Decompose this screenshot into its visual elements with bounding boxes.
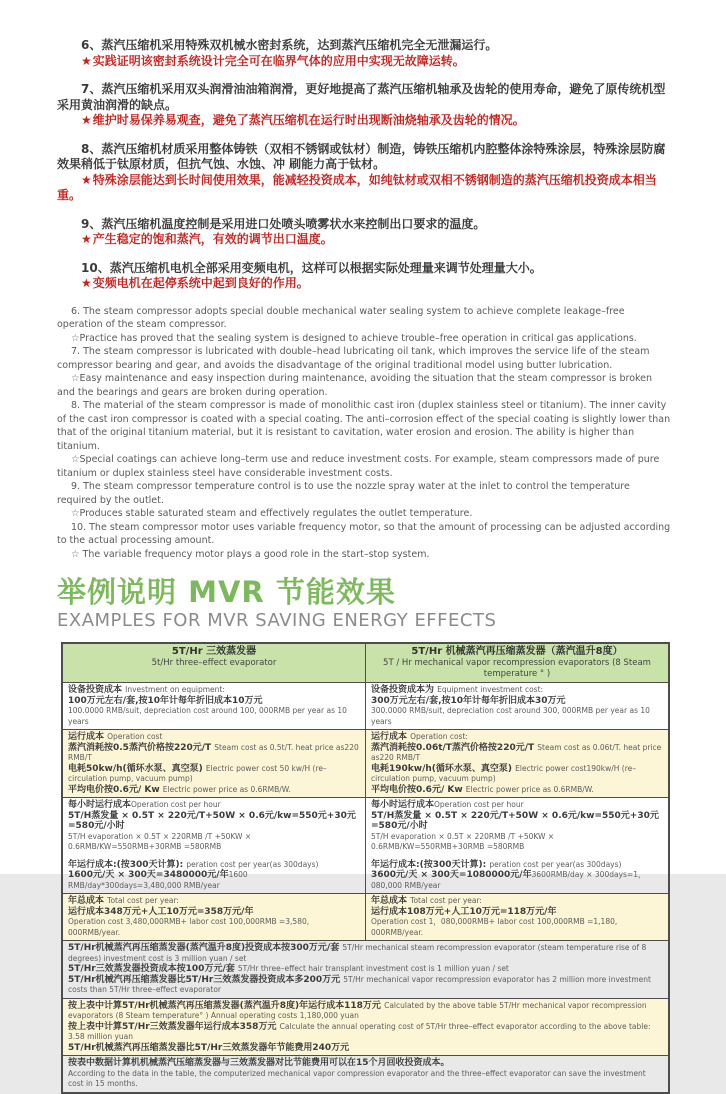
total-right-cell: [366, 894, 670, 941]
cn-item-10: [57, 261, 672, 292]
cn-item-note: [57, 232, 672, 248]
table-line: 5T/Hr机械蒸汽再压缩蒸发器(蒸汽温升8度)投资成本按300万元/套 5T/Hr mechanical steam recompression evaporator (steam temperature rise of 8 degrees) investment cost is 3 million yuan / set: [68, 943, 647, 963]
table-line: 运行成本 Operation cost:: [371, 732, 468, 742]
operation-right-cell: [366, 730, 670, 798]
hourly-left-hour-block: [68, 800, 360, 853]
table-line: 5T/Hr机械汽再压缩蒸发器比5T/Hr三效蒸发器投资成本多200万元 5T/Hr mechanical vapor recompression evaporator has 2 million more investment costs than 5T/Hr three–effect evaporator: [68, 974, 651, 994]
hourly-right-year-block: [371, 860, 663, 892]
table-line: 300.0000 RMB/suit, depreciation cost around 300, 000RMB per year as 10 years: [371, 706, 650, 726]
star-icon: ★: [81, 113, 92, 127]
cn-item-text: 8、蒸汽压缩机材质采用整体铸铁（双相不锈钢或钛材）制造，铸铁压缩机内腔整体涂特殊涂层，特殊涂层防腐效果稍低于钛原材质，但抗气蚀、水蚀、冲 刷能力高于钛材。: [57, 141, 666, 171]
header-left-cn: 5T/Hr 三效蒸发器: [171, 646, 257, 657]
table-line: Operation cost 3,480,000RMB+ labor cost 100,000RMB =3,580, 000RMB/year.: [68, 917, 310, 937]
table-header-row: [62, 643, 669, 683]
table-line: 3600元/天 × 300天=1080000元/年3600RMB/day × 300days=1，080,000 RMB/year: [371, 870, 646, 890]
star-icon: ★: [81, 276, 92, 290]
cn-item-note: [57, 173, 672, 204]
table-line: 按上表中计算5T/Hr三效蒸发器年运行成本358万元 Calculate the annual operating cost of 5T/Hr three–effect evaporator according to the above table: 3.58 million yuan: [68, 1021, 651, 1041]
cn-item-text: 10、蒸汽压缩机电机全部采用变频电机，这样可以根据实际处理量来调节处理量大小。: [81, 260, 542, 275]
table-line: 5T/Hr三效蒸发器投资成本按100万元/套 5T/Hr three–effect hair transplant investment cost is 1 million yuan / set: [68, 964, 509, 974]
table-line: 电耗190kw/h(循环水泵、真空泵) Electric power cost190kw/H (re–circulation pump, vacuum pump): [371, 763, 637, 783]
en-translation-list: [57, 305, 672, 562]
en-paragraph: ☆Produces stable saturated steam and effectively regulates the outlet temperature.: [71, 508, 473, 519]
cn-item-8: [57, 142, 672, 204]
table-line: 蒸汽消耗按0.5蒸汽价格按220元/T Steam cost as 0.5t/T. heat price as220 RMB/T: [68, 742, 359, 762]
cn-item-text: 6、蒸汽压缩机采用特殊双机械水密封系统，达到蒸汽压缩机完全无泄漏运行。: [81, 38, 498, 52]
en-paragraph: ☆Easy maintenance and easy inspection during maintenance, avoiding the situation that the steam compressor is broken and the bearings and gears are broken during operation.: [57, 373, 653, 398]
table-line: 年运行成本:(按300天计算): peration cost per year(as 300days): [371, 859, 622, 870]
table-line: 每小时运行成本Operation cost per hour: [371, 800, 524, 810]
en-paragraph: ☆Special coatings can achieve long–term use and reduce investment costs. For example, steam compressors made of pure titanium or duplex stainless steel have considerable investment costs.: [57, 454, 660, 479]
annual-compare-row: [62, 998, 669, 1056]
cn-item-7: [57, 82, 672, 129]
en-paragraph: 6. The steam compressor adopts special double mechanical water sealing system to achieve complete leakage–free operation of the steam compressor.: [57, 305, 625, 330]
table-line: 年运行成本:(按300天计算): peration cost per year(as 300days): [68, 859, 319, 870]
investment-row: [62, 683, 669, 730]
table-line: 运行成本348万元+人工10万元=358万元/年: [68, 906, 254, 917]
cn-item-note: [57, 54, 672, 70]
en-paragraph: 8. The material of the steam compressor is made of monolithic cast iron (duplex stainless steel or titanium). The inner cavity of the cast iron compressor is coated with a special coating. The anti–corrosion effect of the special coating is slightly lower than that of the original titanium material, but it is resistant to cavitation, water erosion and erosion. The ability is higher than titanium.: [57, 400, 671, 452]
hourly-cost-row: [62, 798, 669, 894]
cn-feature-list: [57, 38, 672, 292]
annual-compare-cell: [62, 998, 669, 1056]
cn-item-text: 9、蒸汽压缩机温度控制是采用进口处喷头喷雾状水来控制出口要求的温度。: [81, 216, 486, 231]
investment-right-cell: [366, 683, 670, 730]
en-paragraph: 9. The steam compressor temperature control is to use the nozzle spray water at the inlet to control the temperature required by the outlet.: [57, 481, 630, 506]
cn-item-9: [57, 217, 672, 248]
table-line: 年总成本 Total cost per year:: [68, 896, 179, 906]
table-line: 1600元/天 × 300天=3480000元/年1600 RMB/day*300days=3,480,000 RMB/year: [68, 870, 248, 890]
operation-cost-row: [62, 730, 669, 798]
header-left-en: 5t/Hr three–effect evaporator: [151, 658, 277, 668]
section-heading-cn: 举例说明 MVR 节能效果: [57, 575, 396, 609]
cn-item-note: [57, 276, 672, 292]
section-heading-en: EXAMPLES FOR MVR SAVING ENERGY EFFECTS: [57, 610, 497, 631]
table-line: 300万元左右/套,按10年计每年折旧成本30万元: [371, 695, 566, 706]
table-header-left: [62, 643, 366, 683]
en-paragraph: 10. The steam compressor motor uses variable frequency motor, so that the amount of processing can be adjusted according to the actual processing amount.: [57, 521, 671, 546]
table-line: 按表中数据计算机机械蒸汽压缩蒸发器与三效蒸发器对比节能费用可以在15个月回收投资成本。: [68, 1058, 450, 1068]
table-line: 100.0000 RMB/suit, depreciation cost around 100, 000RMB per year as 10 years: [68, 706, 347, 726]
table-line: 5T/H蒸发量 × 0.5T × 220元/T+50W × 0.6元/kw=550元+30元=580元/小时: [371, 810, 659, 831]
investment-compare-row: [62, 941, 669, 999]
table-line: 电耗50kw/h(循环水泵、真空泵) Electric power cost 50 kw/H (re–circulation pump, vacuum pump): [68, 763, 327, 783]
table-line: 运行成本 Operation cost: [68, 732, 163, 742]
table-line: 按上表中计算5T/Hr机械蒸汽再压缩蒸发器(蒸汽温升8度)年运行成本118万元 Calculated by the above table 5T/Hr mechanical vapor recompression evaporators (8 Steam temperature° ) Annual operating costs 1,180,000 yuan: [68, 1000, 647, 1020]
cn-item-note: [57, 113, 672, 129]
cn-item-6: [57, 38, 672, 69]
en-paragraph: 7. The steam compressor is lubricated with double–head lubricating oil tank, which improves the service life of the steam compressor bearing and gear, and avoids the disadvantage of the original traditional model using butter lubrication.: [57, 346, 650, 371]
cn-note-text: 产生稳定的饱和蒸汽，有效的调节出口温度。: [92, 232, 333, 246]
table-line: 设备投资成本 Investment on equipment:: [68, 685, 225, 695]
table-line: 每小时运行成本Operation cost per hour: [68, 800, 221, 810]
star-icon: ★: [81, 53, 92, 68]
investment-compare-cell: [62, 941, 669, 999]
table-line: 5T/H evaporation × 0.5T × 220RMB /T +50KW × 0.6RMB/KW=550RMB+30RMB =580RMB: [68, 831, 252, 851]
operation-left-cell: [62, 730, 366, 798]
table-line: 5T/H蒸发量 × 0.5T × 220元/T+50W × 0.6元/kw=550元+30元=580元/小时: [68, 810, 356, 831]
en-paragraph: ☆ The variable frequency motor plays a good role in the start–stop system.: [71, 548, 430, 560]
hourly-left-year-block: [68, 860, 360, 892]
investment-left-cell: [62, 683, 366, 730]
table-line: 5T/H evaporation × 0.5T × 220RMB /T +50KW × 0.6RMB/KW=550RMB+30RMB =580RMB: [371, 831, 555, 851]
cn-note-text: 变频电机在起停系统中起到良好的作用。: [92, 276, 309, 290]
comparison-table: [61, 642, 670, 1094]
header-right-en: 5T / Hr mechanical vapor recompression evaporators (8 Steam temperature ° ): [383, 658, 651, 679]
table-line: 100万元左右/套,按10年计每年折旧成本10万元: [68, 695, 263, 706]
table-header-right: [366, 643, 670, 683]
hourly-right-cell: [366, 798, 670, 894]
cn-item-text: 7、蒸汽压缩机采用双头润滑油油箱润滑，更好地提高了蒸汽压缩机轴承及齿轮的使用寿命，避免了原传统机型采用黄油润滑的缺点。: [57, 82, 666, 112]
conclusion-row: [62, 1056, 669, 1093]
hourly-left-cell: [62, 798, 366, 894]
table-line: According to the data in the table, the computerized mechanical vapor compression evaporator and the three–effect evaporator can save the investment cost in 15 months.: [68, 1068, 646, 1088]
cn-note-text: 维护时易保养易观查，避免了蒸汽压缩机在运行时出现断油烧轴承及齿轮的情况。: [92, 113, 525, 127]
en-paragraph: ☆Practice has proved that the sealing system is designed to achieve trouble–free operation in critical gas applications.: [71, 332, 637, 344]
table-line: 平均电价按0.6元/ Kw Electric power price as 0.6RMB/W.: [68, 784, 291, 795]
table-line: 年总成本 Total cost per year:: [371, 896, 482, 906]
cn-note-text: 实践证明该密封系统设计完全可在临界气体的应用中实现无故障运转。: [92, 53, 465, 68]
section-heading: [57, 576, 672, 632]
total-left-cell: [62, 894, 366, 941]
table-line: 设备投资成本为 Equipment investment cost:: [371, 685, 544, 695]
table-line: 5T/Hr机械蒸汽再压缩蒸发器比5T/Hr三效蒸发器年节能费用240万元: [68, 1042, 350, 1053]
conclusion-cell: [62, 1056, 669, 1093]
cn-note-text: 特殊涂层能达到长时间使用效果，能减轻投资成本，如纯钛材或双相不锈钢制造的蒸汽压缩机投资成本相当重。: [57, 172, 657, 202]
star-icon: ★: [81, 172, 92, 187]
table-line: Operation cost 1，080,000RMB+ labor cost 100,000RMB =1,180, 000RMB/year.: [371, 917, 618, 937]
table-line: 运行成本108万元+人工10万元=118万元/年: [371, 906, 557, 917]
table-line: 蒸汽消耗按0.06t/T蒸汽价格按220元/T Steam cost as 0.06t/T. heat price as220 RMB/T: [371, 742, 662, 762]
star-icon: ★: [81, 232, 92, 246]
table-line: 平均电价按0.6元/ Kw Electric power price as 0.6RMB/W.: [371, 784, 594, 795]
header-right-cn: 5T/Hr 机械蒸汽再压缩蒸发器（蒸汽温升8度）: [411, 646, 623, 657]
hourly-right-hour-block: [371, 800, 663, 853]
total-cost-row: [62, 894, 669, 941]
